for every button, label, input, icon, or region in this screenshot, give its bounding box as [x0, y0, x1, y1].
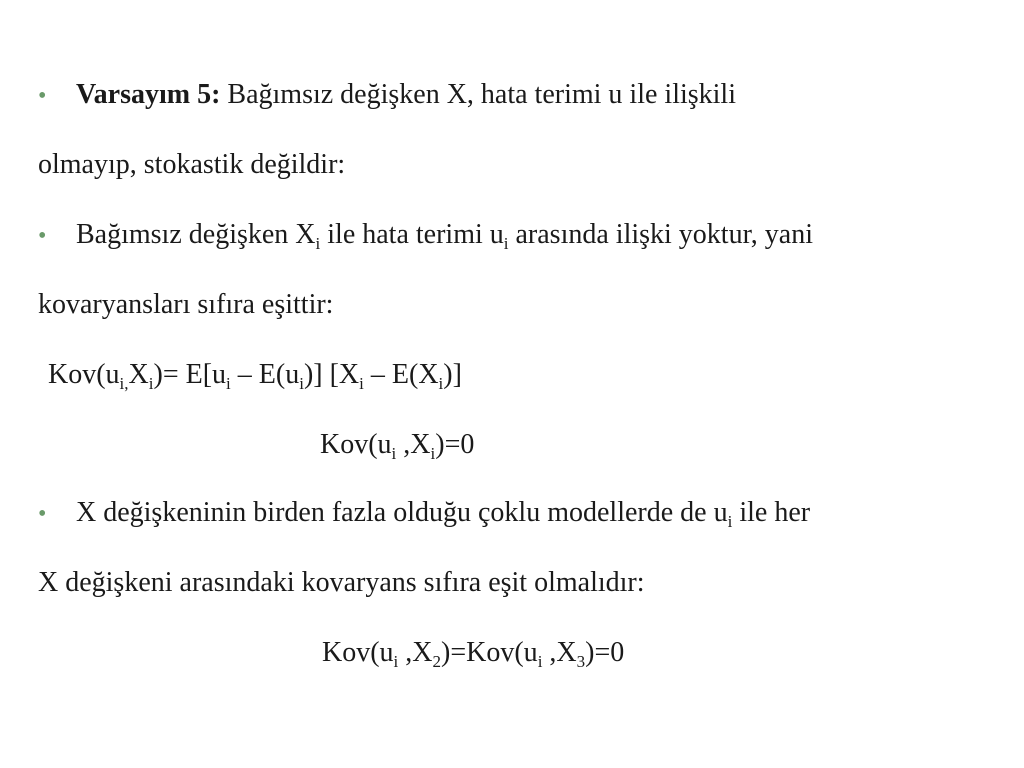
- subscript: i: [430, 444, 436, 463]
- eq-text: )=0: [435, 429, 475, 460]
- eq-text: )]: [443, 359, 462, 390]
- subscript: i: [315, 234, 321, 253]
- subscript: i: [391, 444, 397, 463]
- subscript: i: [226, 374, 231, 393]
- bullet-1-line-1: [38, 78, 736, 113]
- equation-multi-covariance: [322, 636, 624, 670]
- eq-text: Kov(u: [322, 637, 394, 668]
- text: X değişkeni arasındaki kovaryans sıfıra eşit olmalıdır:: [38, 567, 645, 598]
- subscript: i: [727, 512, 733, 531]
- eq-text: X: [128, 359, 149, 390]
- equation-covariance-zero: [320, 428, 474, 462]
- bullet-2-line-1: [38, 218, 813, 253]
- eq-text: ,X: [542, 637, 577, 668]
- subscript: i: [148, 374, 154, 393]
- subscript: i: [359, 374, 364, 393]
- assumption-text-cont: olmayıp, stokastik değildir:: [38, 149, 346, 180]
- eq-text: – E(X: [363, 359, 439, 390]
- subscript: i: [537, 652, 543, 671]
- subscript: i: [503, 234, 509, 253]
- bullet-icon: •: [38, 501, 47, 527]
- subscript: 3: [576, 652, 586, 671]
- text: ile her: [732, 497, 811, 528]
- eq-text: )= E[u: [153, 359, 227, 390]
- assumption-label: Varsayım 5:: [76, 79, 221, 110]
- eq-text: )=0: [585, 637, 625, 668]
- subscript: i: [438, 374, 444, 393]
- bullet-3-line-1: [38, 496, 810, 531]
- bullet-2-line-2: [38, 288, 333, 322]
- subscript: 2: [432, 652, 442, 671]
- eq-text: ,X: [398, 637, 433, 668]
- text: X değişkeninin birden fazla olduğu çoklu modellerde de u: [76, 497, 728, 528]
- eq-text: Kov(u: [48, 359, 120, 390]
- assumption-text: Bağımsız değişken X, hata terimi u ile ilişkili: [220, 79, 736, 110]
- subscript: i: [393, 652, 399, 671]
- eq-text: Kov(u: [320, 429, 392, 460]
- text: Bağımsız değişken X: [76, 219, 316, 250]
- subscript: i: [299, 374, 304, 393]
- eq-text: ,X: [396, 429, 431, 460]
- text: ile hata terimi u: [320, 219, 504, 250]
- bullet-icon: •: [38, 223, 47, 249]
- bullet-3-line-2: [38, 566, 645, 600]
- text: kovaryansları sıfıra eşittir:: [38, 289, 334, 320]
- eq-text: – E(u: [230, 359, 300, 390]
- bullet-1-line-2: [38, 148, 345, 182]
- equation-covariance-definition: [48, 358, 462, 392]
- eq-text: )] [X: [303, 359, 360, 390]
- subscript: i,: [119, 374, 129, 393]
- text: arasında ilişki yoktur, yani: [508, 219, 813, 250]
- bullet-icon: •: [38, 83, 47, 109]
- eq-text: )=Kov(u: [441, 637, 538, 668]
